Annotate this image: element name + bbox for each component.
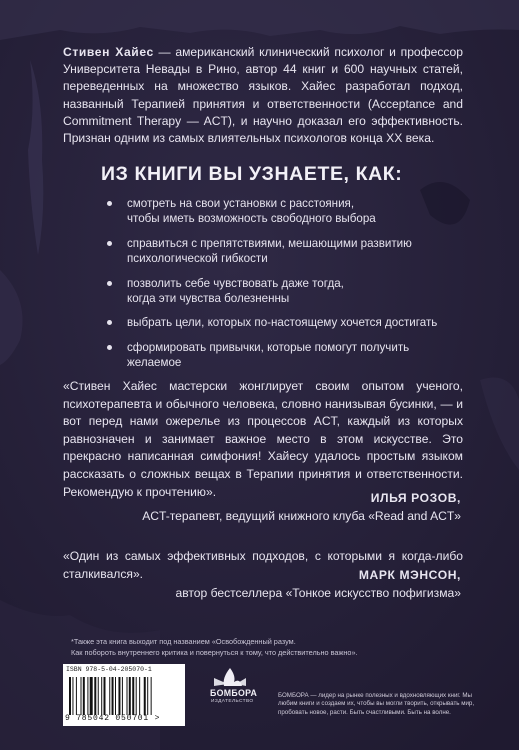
footnote-line: *Также эта книга выходит под названием «Освобожденный разум. (71, 637, 296, 646)
reviewer-name: МАРК МЭНСОН, (358, 568, 461, 582)
list-item-line: смотреть на свои установки с расстояния, (127, 197, 355, 210)
barcode-digits: 9 785042 050701 > (65, 714, 161, 723)
learn-list (107, 196, 447, 380)
list-item (107, 315, 447, 330)
review-quote-manson: «Один из самых эффективных подходов, с которыми я когда-либо сталкивался». (63, 549, 463, 581)
list-item-line: чтобы иметь возможность свободного выбора (127, 212, 376, 226)
author-bio-text: — американский клинический психолог и профессор Университета Невады в Рино, автор 44 книг и 600 научных статей, переведенных на множество языков. Хайес разработал подход, названный Терапией принятия и ответственности (Acceptance and Commitment Therapy — ACT), и научно доказал его эффективность. Признан одним из самых влиятельных психологов конца XX века. (63, 45, 464, 146)
review-signature-manson (175, 567, 461, 602)
reviewer-role: автор бестселлера «Тонкое искусство пофигизма» (175, 585, 461, 600)
review-quote-rozov: «Стивен Хайес мастерски жонглирует своим опытом ученого, психотерапевта и обычного человека, словно нанизывая бусинки, — и вот перед нами ожерелье из процессов ACT, каждый из которых равнозначен и занимает важное место в этом искусстве. Это прекрасно написанная симфония! Хайесу удалось простым языком рассказать о сложных вещах в Терапии принятия и ответственности. Рекомендую к прочтению». (63, 379, 463, 499)
list-item (107, 340, 447, 371)
publisher-logo-sub: ИЗДАТЕЛЬСТВО (211, 699, 254, 704)
publisher-logo-name: БОМБОРА (210, 688, 258, 698)
barcode (63, 664, 185, 726)
list-item-line: психологической гибкости (127, 252, 268, 266)
bullet-dot-icon (107, 320, 112, 325)
bullet-dot-icon (107, 241, 112, 246)
list-item (107, 236, 447, 267)
author-bio (63, 44, 463, 147)
barcode-bars-icon (69, 677, 179, 715)
list-item-line: сформировать привычки, которые помогут получить (127, 340, 410, 354)
reviewer-role: ACT-терапевт, ведущий книжного клуба «Read and ACT» (142, 508, 461, 523)
list-item-line: справиться с препятствиями, мешающими развитию (127, 236, 412, 250)
isbn-label: ISBN 978-5-04-205070-1 (66, 666, 152, 673)
list-item-line: когда эти чувства болезненны (127, 292, 290, 306)
list-item-line: желаемое (127, 356, 182, 370)
list-item-line: позволить себе чувствовать даже тогда, (127, 276, 344, 290)
footnote (71, 636, 491, 658)
list-item (107, 276, 447, 307)
footnote-line: Как побороть внутреннего критика и повернуться к тому, что действительно важно». (71, 648, 358, 657)
author-name: Стивен Хайес (63, 45, 154, 59)
list-item (107, 196, 447, 227)
bullet-dot-icon (107, 201, 112, 206)
section-heading: ИЗ КНИГИ ВЫ УЗНАЕТЕ, КАК: (101, 163, 403, 185)
reviewer-name: ИЛЬЯ РОЗОВ, (370, 491, 461, 505)
list-item-line: выбрать цели, которых по-настоящему хочется достигать (127, 316, 438, 330)
bullet-dot-icon (107, 345, 112, 350)
bullet-dot-icon (107, 281, 112, 286)
publisher-blurb: БОМБОРА — лидер на рынке полезных и вдохновляющих книг. Мы любим книги и создаем их, чтобы вы могли творить, открывать мир, пробовать новое, расти. Быть счастливыми. Быть на волне. (278, 692, 475, 716)
review-signature-rozov (142, 490, 461, 525)
